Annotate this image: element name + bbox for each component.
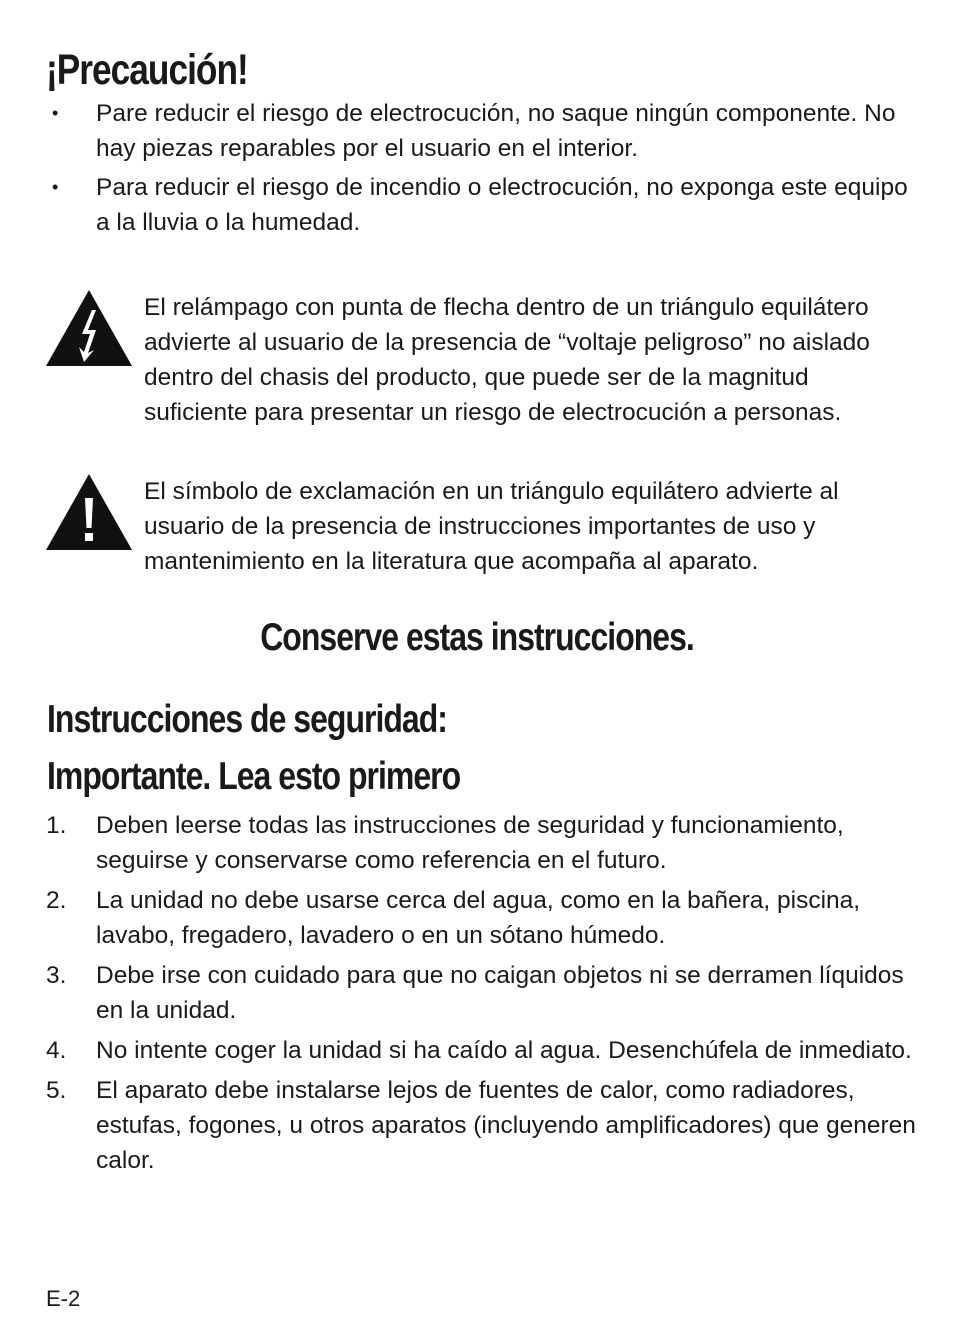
exclamation-triangle-icon xyxy=(46,474,132,550)
safety-heading-line1: Instrucciones de seguridad: xyxy=(47,698,447,741)
safety-item-text: No intente coger la unidad si ha caído al agua. Desenchúfela de inmediato. xyxy=(96,1037,912,1064)
item-number: 2. xyxy=(46,887,67,914)
item-number: 3. xyxy=(46,962,67,989)
safety-item-text: La unidad no debe usarse cerca del agua, como en la bañera, piscina, lavabo, fregadero, lavadero o en un sótano húmedo. xyxy=(96,887,861,949)
lightning-warning-text: El relámpago con punta de flecha dentro de un triángulo equilátero advierte al usuario de la presencia de “voltaje peligroso” no aislado dentro del chasis del producto, que puede ser de la magnitud suficiente para presentar un riesgo de electrocución a personas. xyxy=(144,294,870,426)
list-item xyxy=(46,170,916,240)
page-number: E-2 xyxy=(46,1286,81,1311)
list-item xyxy=(46,96,916,166)
exclamation-warning-text: El símbolo de exclamación en un triángulo equilátero advierte al usuario de la presencia de instrucciones importantes de uso y mantenimiento en la literatura que acompaña al aparato. xyxy=(144,478,839,575)
caution-list xyxy=(46,96,916,244)
list-item xyxy=(46,1073,916,1178)
safety-list xyxy=(46,808,916,1183)
caution-heading: ¡Precaución! xyxy=(46,46,248,94)
safety-heading-line2: Importante. Lea esto primero xyxy=(47,755,461,798)
caution-item-text: Para reducir el riesgo de incendio o electrocución, no exponga este equipo a la lluvia o la humedad. xyxy=(96,174,908,236)
list-item xyxy=(46,958,916,1028)
safety-item-text: Debe irse con cuidado para que no caigan objetos ni se derramen líquidos en la unidad. xyxy=(96,962,904,1024)
bullet-marker: • xyxy=(52,177,59,197)
safety-item-text: Deben leerse todas las instrucciones de seguridad y funcionamiento, seguirse y conservarse como referencia en el futuro. xyxy=(96,812,844,874)
caution-item-text: Pare reducir el riesgo de electrocución, no saque ningún componente. No hay piezas reparables por el usuario en el interior. xyxy=(96,100,896,162)
item-number: 4. xyxy=(46,1037,67,1064)
item-number: 5. xyxy=(46,1077,67,1104)
item-number: 1. xyxy=(46,812,67,839)
list-item xyxy=(46,883,916,953)
list-item xyxy=(46,808,916,878)
conserve-heading: Conserve estas instrucciones. xyxy=(260,616,694,659)
lightning-triangle-icon xyxy=(46,290,132,366)
bullet-marker: • xyxy=(52,103,59,123)
list-item xyxy=(46,1033,916,1068)
safety-item-text: El aparato debe instalarse lejos de fuentes de calor, como radiadores, estufas, fogones, u otros aparatos (incluyendo amplificadores) que generen calor. xyxy=(96,1077,916,1174)
